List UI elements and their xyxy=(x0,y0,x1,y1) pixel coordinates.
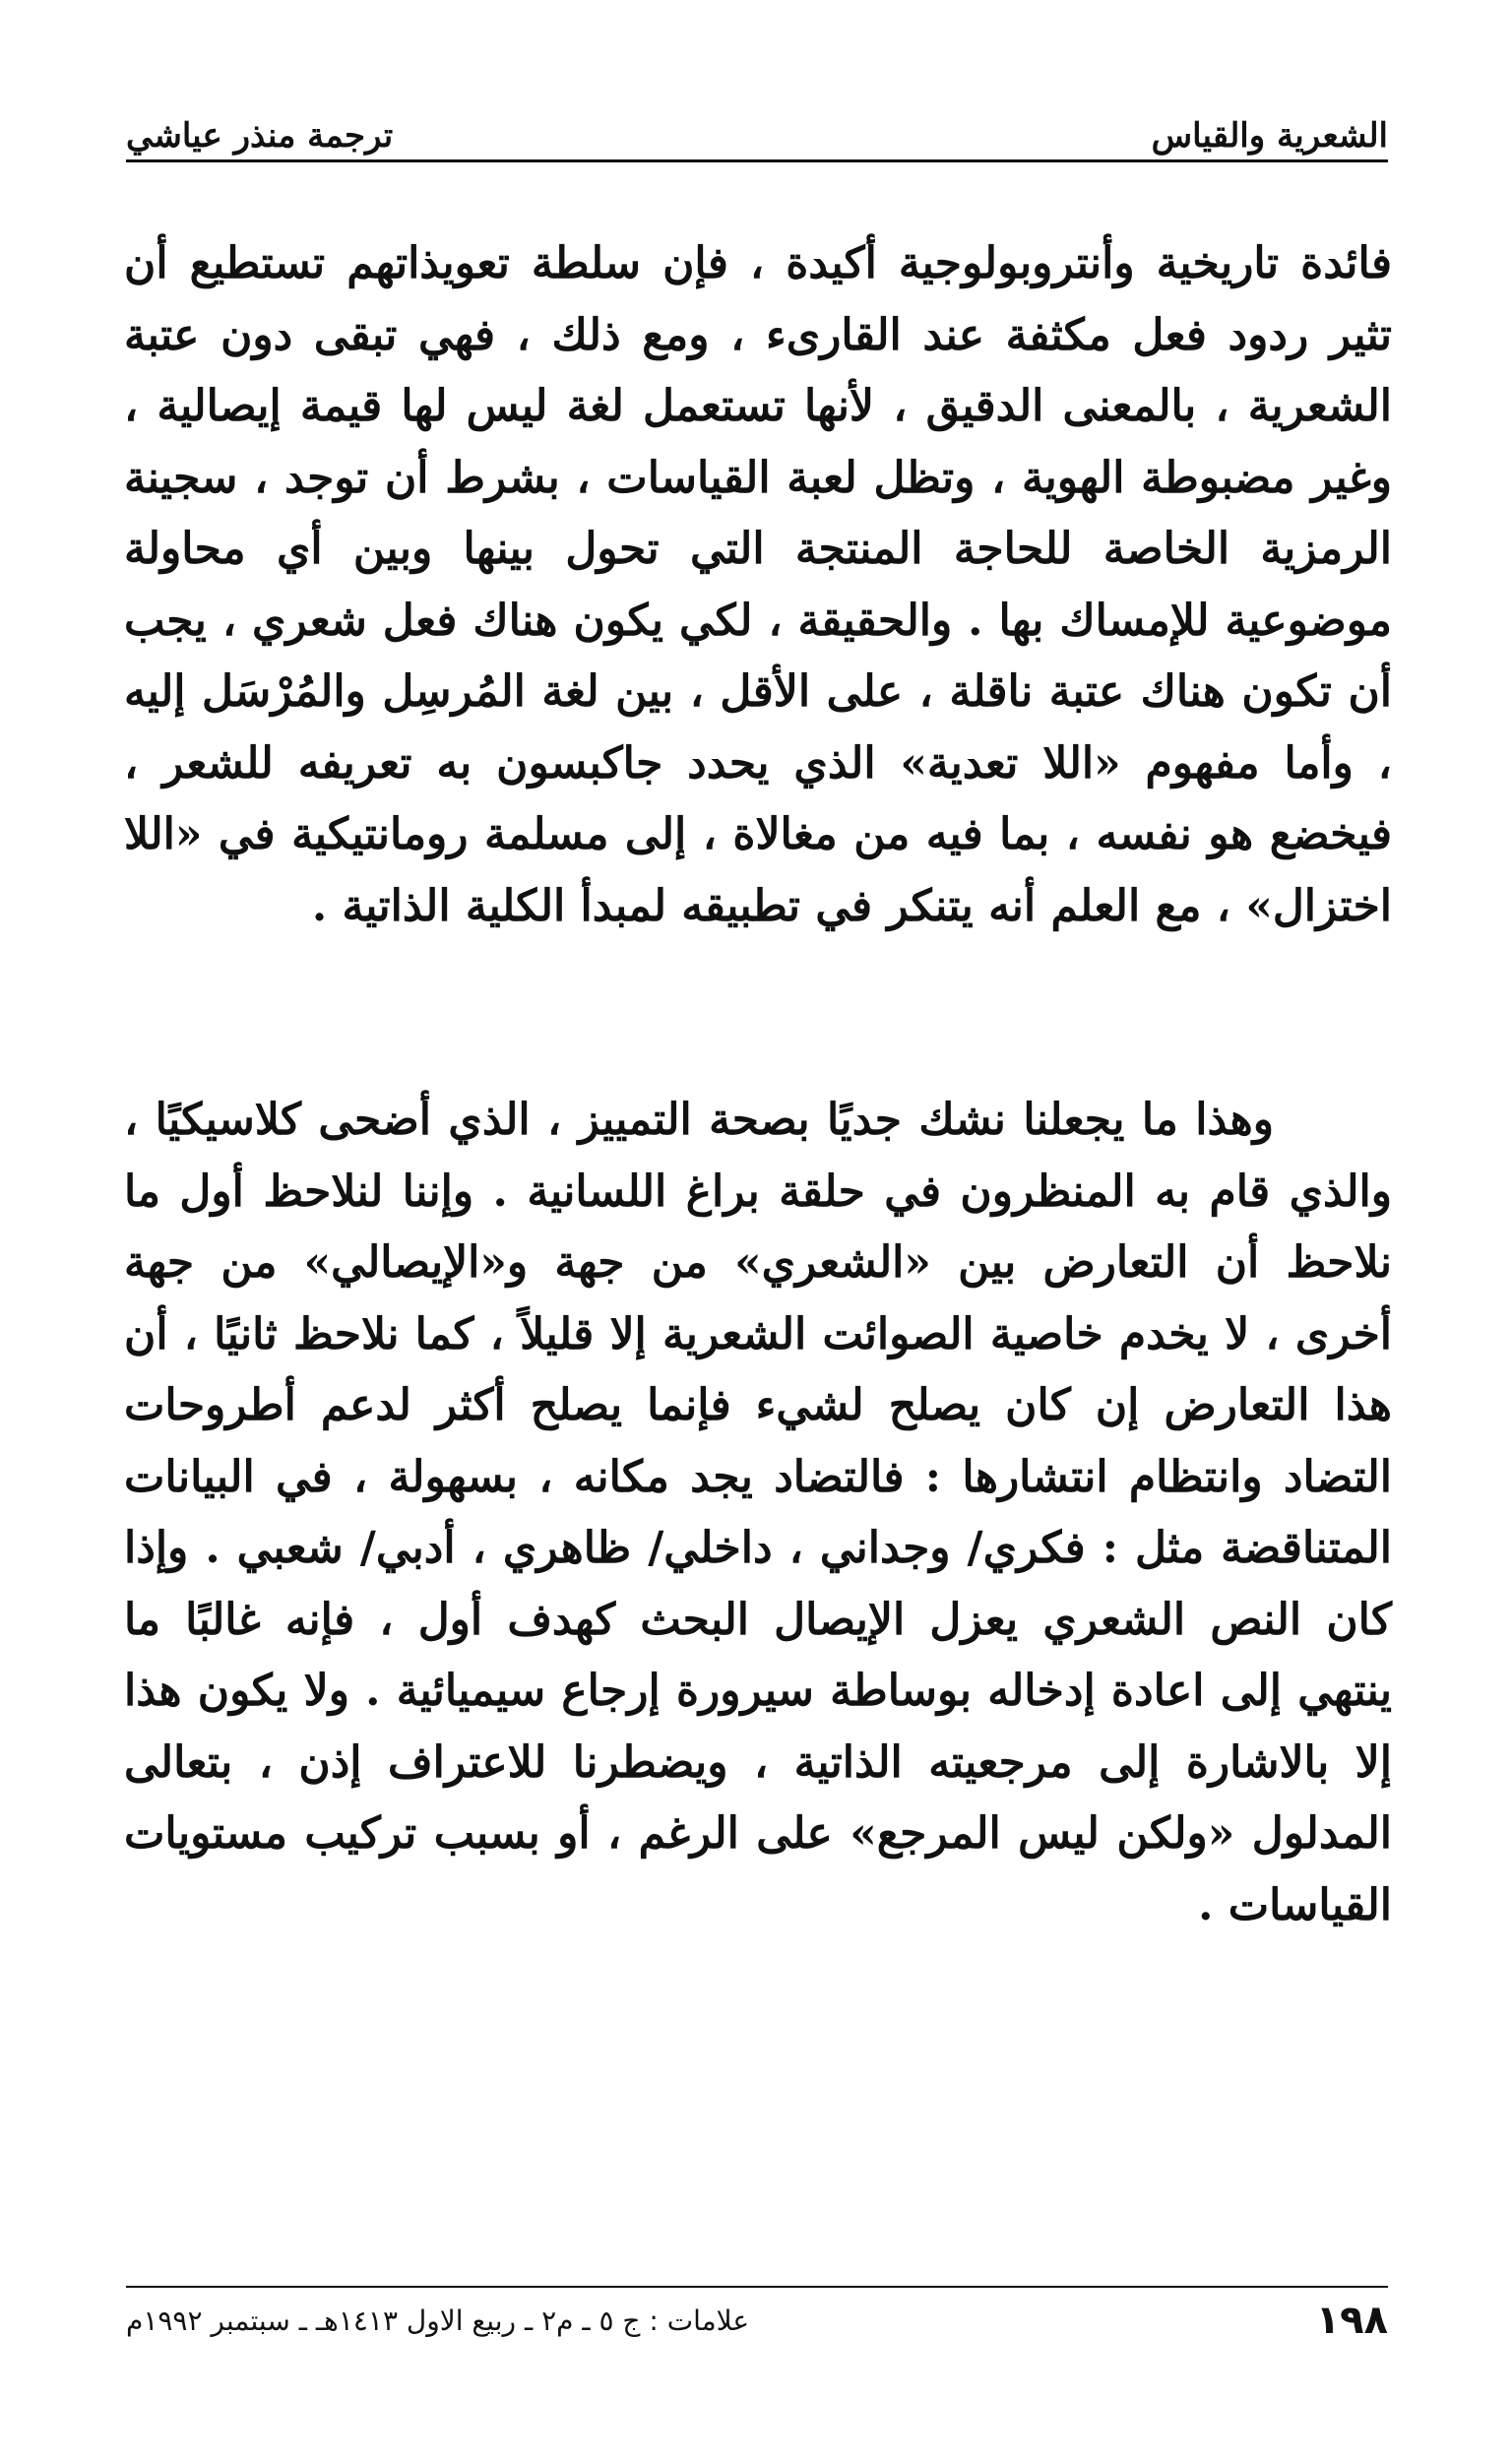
translator-credit: ترجمة منذر عياشي xyxy=(126,116,394,156)
paragraph-2: وهذا ما يجعلنا نشك جديًا بصحة التمييز ، الذي أضحى كلاسيكيًا ، والذي قام به المنظرون في حلقة براغ اللسانية . وإننا لنلاحظ أول ما نلاحظ أن التعارض بين «الشعري» من جهة و«الإيصالي» من جهة أخرى ، لا يخدم خاصية الصوائت الشعرية إلا قليلاً ، كما نلاحظ ثانيًا ، أن هذا التعارض إن كان يصلح لشيء فإنما يصلح أكثر لدعم أطروحات التضاد وانتظام انتشارها : فالتضاد يجد مكانه ، بسهولة ، في البيانات المتناقضة مثل : فكري/ وجداني ، داخلي/ ظاهري ، أدبي/ شعبي . وإذا كان النص الشعري يعزل الإيصال البحث كهدف أول ، فإنه غالبًا ما ينتهي إلى اعادة إدخاله بوساطة سيرورة إرجاع سيميائية . ولا يكون هذا إلا بالاشارة إلى مرجعيته الذاتية ، ويضطرنا للاعتراف إذن ، بتعالى المدلول «ولكن ليس المرجع» على الرغم ، أو بسبب تركيب مستويات القياسات . xyxy=(124,1095,1392,1930)
footer-divider xyxy=(126,2286,1388,2288)
body-text xyxy=(124,228,1392,1941)
header-divider xyxy=(126,159,1388,162)
page-footer xyxy=(126,2298,1388,2343)
journal-citation: علامات : ج ٥ ـ م٢ ـ ربيع الاول ١٤١٣هـ ـ سبتمبر ١٩٩٢م xyxy=(126,2303,750,2337)
page-number: ١٩٨ xyxy=(1315,2298,1388,2343)
paragraph-1: فائدة تاريخية وأنتروبولوجية أكيدة ، فإن سلطة تعويذاتهم تستطيع أن تثير ردود فعل مكثفة عند القارىء ، ومع ذلك ، فهي تبقى دون عتبة الشعرية ، بالمعنى الدقيق ، لأنها تستعمل لغة ليس لها قيمة إيصالية ، وغير مضبوطة الهوية ، وتظل لعبة القياسات ، بشرط أن توجد ، سجينة الرمزية الخاصة للحاجة المنتجة التي تحول بينها وبين أي محاولة موضوعية للإمساك بها . والحقيقة ، لكي يكون هناك فعل شعري ، يجب أن تكون هناك عتبة ناقلة ، على الأقل ، بين لغة المُرسِل والمُرْسَل إليه ، وأما مفهوم «اللا تعدية» الذي يحدد جاكبسون به تعريفه للشعر ، فيخضع هو نفسه ، بما فيه من مغالاة ، إلى مسلمة رومانتيكية في «اللا اختزال» ، مع العلم أنه يتنكر في تطبيقه لمبدأ الكلية الذاتية . xyxy=(124,238,1392,931)
running-title: الشعرية والقياس xyxy=(1151,116,1388,156)
page-header xyxy=(126,95,1388,156)
